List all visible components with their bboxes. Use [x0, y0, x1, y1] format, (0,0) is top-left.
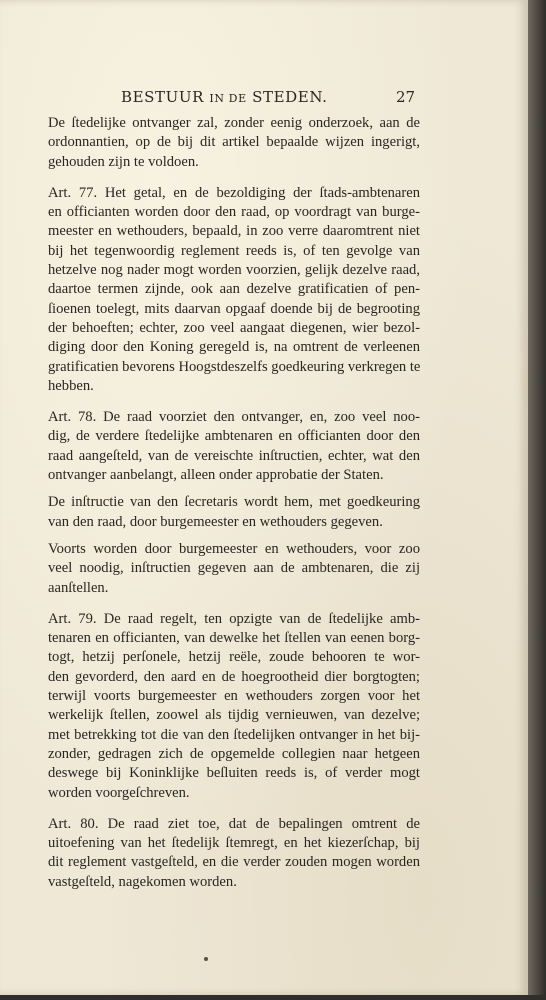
text-line: werkelijk ſtellen, zoowel als tijdig vernieuwen, van dezelve; [48, 707, 420, 724]
paragraph [48, 184, 420, 396]
text-line: meester en wethouders, bepaald, in zoo verre daaromtrent niet [48, 223, 420, 240]
text-line: ontvanger aanbelangt, alleen onder approbatie der Staten. [48, 467, 384, 484]
page-edge-shadow [528, 0, 546, 1000]
paragraph [48, 540, 420, 598]
text-line: en officianten worden door den raad, op voordragt van burge- [48, 204, 420, 221]
text-line: De inſtructie van den ſecretaris wordt hem, met goedkeuring [48, 494, 420, 511]
text-line: deswege bij Koninklijke beſluiten reeds is, of verder mogt [48, 765, 420, 782]
text-line: Voorts worden door burgemeester en wethouders, voor zoo [48, 540, 420, 557]
page-header [0, 88, 528, 110]
running-title-part2: IN DE [209, 92, 247, 105]
running-title-part1: BESTUUR [121, 88, 205, 106]
ink-speck [204, 957, 208, 961]
text-line: der behoeften; echter, zoo veel aangaat diegenen, wier bezol- [48, 319, 420, 336]
text-line: uitoefening van het ſtedelijk ſtemregt, en het kiezerſchap, bij [48, 835, 420, 852]
text-line: worden voorgeſchreven. [48, 784, 190, 801]
text-line: diging door den Koning geregeld is, na omtrent de verleenen [48, 339, 420, 356]
running-title [121, 88, 327, 106]
text-line: gehouden zijn te voldoen. [48, 153, 199, 170]
paragraph [48, 815, 420, 892]
text-line: zonder, gedragen zich de opgemelde collegien naar hetgeen [48, 745, 420, 762]
text-line: De ſtedelijke ontvanger zal, zonder eenig onderzoek, aan de [48, 115, 420, 131]
paragraph [48, 610, 420, 803]
text-line: dit reglement vastgeſteld, en die verder zouden mogen worden [48, 854, 420, 871]
page-bottom-edge [0, 995, 546, 1000]
paragraph [48, 114, 420, 172]
text-line: vastgeſteld, nagekomen worden. [48, 873, 237, 890]
paragraph [48, 493, 420, 532]
text-line: raad aangeſteld, van de vereischte inſtructien, echter, wat den [48, 447, 420, 464]
text-line: ordonnantien, op de bij dit artikel bepaalde wijzen ingerigt, [48, 134, 420, 151]
text-line: hebben. [48, 377, 94, 394]
text-line: dig, de verdere ſtedelijke ambtenaren en officianten door den [48, 428, 420, 445]
text-line: Art. 78. De raad voorziet den ontvanger, en, zoo veel noo- [48, 409, 420, 426]
text-line: bij het tegenwoordig reglement reeds is, of ten gevolge van [48, 242, 420, 259]
text-line: terwijl voorts burgemeester en wethouders zorgen voor het [48, 688, 420, 705]
text-line: gratificatien bevorens Hoogstdeszelfs goedkeuring verkregen te [48, 358, 421, 375]
text-line: aanſtellen. [48, 579, 109, 596]
text-line: Art. 80. De raad ziet toe, dat de bepalingen omtrent de [48, 815, 420, 832]
text-line: daartoe termen zijnde, ook aan dezelve gratificatien of pen- [48, 281, 420, 298]
text-line: ſioenen toelegt, mits daarvan opgaaf doende bij de begrooting [48, 300, 420, 317]
text-line: Art. 77. Het getal, en de bezoldiging der ſtads-ambtenaren [48, 184, 420, 201]
text-line: van den raad, door burgemeester en wethouders gegeven. [48, 513, 383, 530]
text-line: den gevorderd, den aard en de hoegrootheid dier borgtogten; [48, 668, 420, 685]
running-title-part3: STEDEN. [252, 88, 328, 106]
text-line: met betrekking tot die van den ſtedelijken ontvanger in het bij- [48, 726, 420, 743]
page-number: 27 [396, 88, 416, 106]
text-line: togt, hetzij perſonele, hetzij reële, zoude behooren te wor- [48, 649, 420, 666]
body-text [48, 114, 420, 900]
text-line: veel noodig, inſtructien gegeven aan de ambtenaren, die zij [48, 560, 420, 577]
text-line: Art. 79. De raad regelt, ten opzigte van de ſtedelijke amb- [48, 610, 420, 627]
text-line: tenaren en officianten, van dewelke het ſtellen van eenen borg- [48, 630, 420, 647]
paragraph [48, 408, 420, 485]
text-line: hetzelve nog nader mogt worden voorzien, gelijk dezelve raad, [48, 262, 420, 279]
